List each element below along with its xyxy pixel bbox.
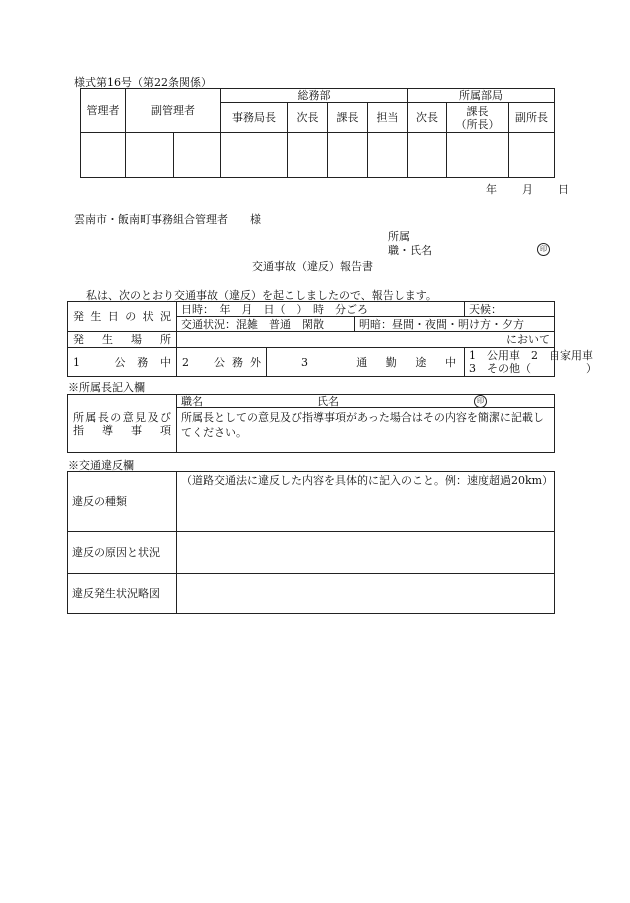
date-day: 日	[558, 183, 569, 196]
form-number: 様式第16号（第22条関係）	[74, 76, 212, 89]
manager-header: 管理者	[81, 89, 126, 133]
duty-option-3[interactable]: 3 通勤途中	[267, 348, 465, 377]
vice-director-header: 副所長	[509, 103, 555, 133]
director-signature-row[interactable]	[177, 395, 555, 408]
director-seal-icon: 印	[474, 395, 487, 408]
approval-table	[80, 88, 555, 178]
vehicle-line2: 3 その他（ ）	[469, 362, 597, 375]
violation-cause-label: 違反の原因と状況	[68, 532, 177, 574]
stamp-cell-dept-chief[interactable]	[447, 133, 509, 178]
director-opinion-label: 所属長の意見及び 指導事項	[68, 395, 177, 453]
submitter-seal: 印	[537, 243, 550, 256]
director-section-heading: ※所属長記入欄	[68, 381, 145, 394]
datetime-field[interactable]: 日時： 年 月 日（ ） 時 分ごろ	[177, 302, 465, 317]
director-name-label: 氏名	[317, 395, 339, 408]
submitter-affiliation: 所属	[388, 230, 410, 243]
deputy-header: 次長	[288, 103, 328, 133]
affiliated-dept-header: 所属部局	[408, 89, 555, 103]
vehicle-line1: 1 公用車 2 自家用車	[469, 349, 593, 362]
stamp-cell-staff[interactable]	[368, 133, 408, 178]
dept-chief-header	[447, 103, 509, 133]
stamp-cell-vice-2[interactable]	[174, 133, 221, 178]
violation-table	[67, 471, 555, 614]
violation-diagram-label: 違反発生状況略図	[68, 574, 177, 614]
violation-diagram-field[interactable]	[177, 574, 555, 614]
submitter-name: 職・氏名	[388, 244, 432, 257]
staff-header: 担当	[368, 103, 408, 133]
violation-cause-field[interactable]	[177, 532, 555, 574]
stamp-cell-vice-director[interactable]	[509, 133, 555, 178]
seal-icon	[537, 241, 550, 256]
violation-type-field[interactable]: （道路交通法に違反した内容を具体的に記入のこと。例：速度超過20km）	[177, 472, 555, 532]
incident-table	[67, 301, 597, 377]
duty-option-2[interactable]: 2 公務外	[177, 348, 267, 377]
stamp-cell-vice-1[interactable]	[126, 133, 174, 178]
stamp-cell-manager[interactable]	[81, 133, 126, 178]
light-field[interactable]: 明暗：昼間・夜間・明け方・夕方	[355, 317, 555, 332]
date-month: 月	[522, 183, 533, 196]
traffic-field[interactable]: 交通状況：混雑 普通 閑散	[177, 317, 355, 332]
director-table	[67, 394, 555, 453]
intro-text: 私は、次のとおり交通事故（違反）を起こしましたので、報告します。	[86, 289, 437, 302]
violation-type-label: 違反の種類	[68, 472, 177, 532]
section-chief-header: 課長	[328, 103, 368, 133]
stamp-cell-section-chief[interactable]	[328, 133, 368, 178]
dept-chief-line1: 課長	[466, 104, 489, 118]
general-affairs-header: 総務部	[221, 89, 408, 103]
situation-label: 発生日の状況	[68, 302, 177, 332]
location-label: 発生場所	[68, 332, 177, 348]
vehicle-field[interactable]	[465, 348, 597, 377]
document-title: 交通事故（違反）報告書	[252, 260, 373, 273]
director-header: 事務局長	[221, 103, 288, 133]
addressee: 雲南市・飯南町事務組合管理者 様	[74, 213, 261, 226]
location-field[interactable]: において	[177, 332, 555, 348]
director-title-label: 職名	[181, 395, 203, 408]
stamp-cell-deputy[interactable]	[288, 133, 328, 178]
violation-section-heading: ※交通違反欄	[68, 459, 134, 472]
stamp-cell-director[interactable]	[221, 133, 288, 178]
vice-manager-header: 副管理者	[126, 89, 221, 133]
director-opinion-field[interactable]: 所属長としての意見及び指導事項があった場合はその内容を簡潔に記載してください。	[177, 408, 555, 453]
duty-option-1[interactable]: 1 公務中	[68, 348, 177, 377]
weather-field[interactable]: 天候：	[465, 302, 555, 317]
stamp-cell-dept-deputy[interactable]	[408, 133, 447, 178]
dept-chief-line2: （所長）	[455, 117, 500, 131]
dept-deputy-header: 次長	[408, 103, 447, 133]
date-year: 年	[486, 183, 497, 196]
